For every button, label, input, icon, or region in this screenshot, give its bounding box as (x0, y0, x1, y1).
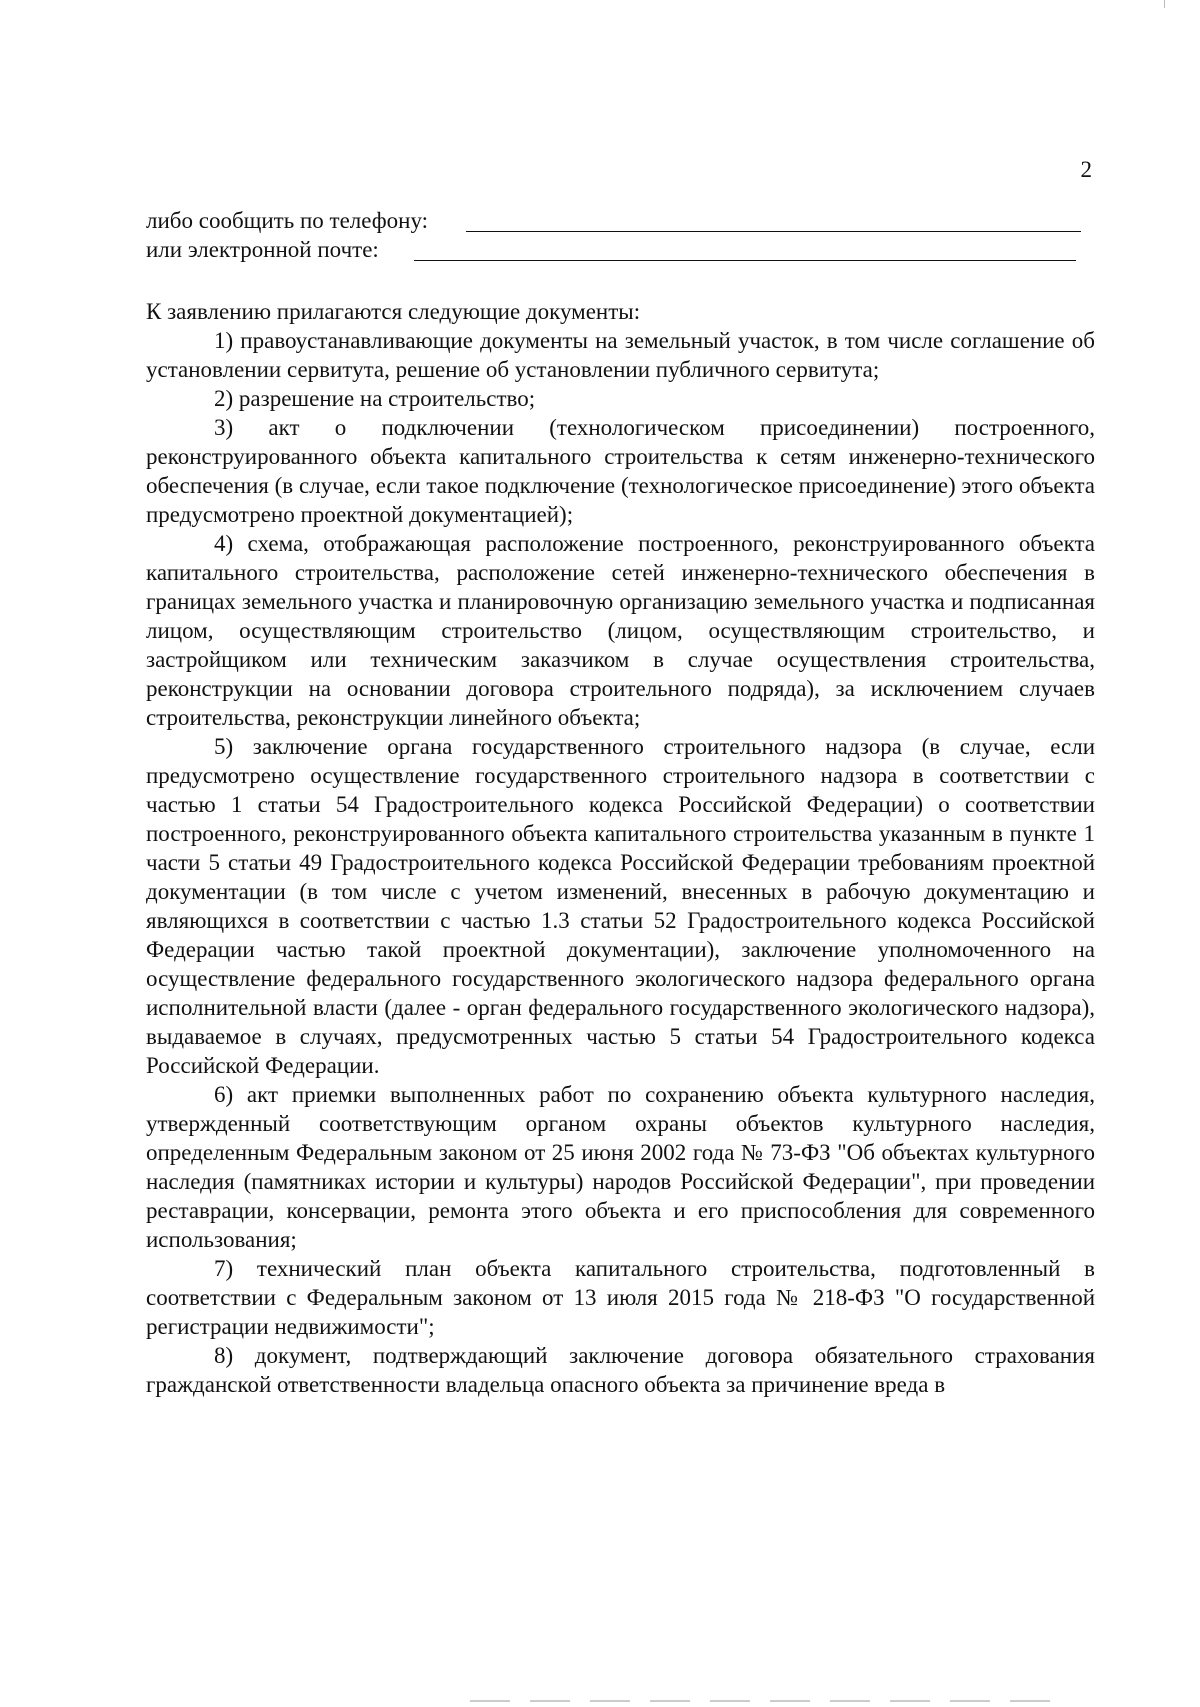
attachment-item-7: 7) технический план объекта капитального строительства, подготовленный в соответствии с Федеральным законом от 13 июля 2015 года № 218-ФЗ "О государственной регистрации недвижимости"; (146, 1256, 1095, 1339)
attachment-item-6: 6) акт приемки выполненных работ по сохранению объекта культурного наследия, утвержденный соответствующим органом охраны объектов культурного наследия, определенным Федеральным законом от 25 июня 2002 года № 73-ФЗ "Об объектах культурного наследия (памятниках истории и культуры) народов Российской Федерации", при проведении реставрации, консервации, ремонта этого объекта и его приспособления для современного использования; (146, 1082, 1095, 1252)
phone-label: либо сообщить по телефону: (146, 208, 429, 233)
phone-blank-line (466, 230, 1081, 232)
page-number: 2 (1080, 157, 1092, 182)
attachment-item-2: 2) разрешение на строительство; (214, 386, 536, 411)
attachments-intro: К заявлению прилагаются следующие документы: (146, 299, 641, 324)
attachment-item-1: 1) правоустанавливающие документы на земельный участок, в том числе соглашение об установлении сервитута, решение об установлении публичного сервитута; (146, 328, 1095, 382)
email-label: или электронной почте: (146, 237, 379, 262)
attachment-item-3: 3) акт о подключении (технологическом присоединении) построенного, реконструированного объекта капитального строительства к сетям инженерно-технического обеспечения (в случае, если такое подключение (технологическое присоединение) этого объекта предусмотрено проектной документацией); (146, 415, 1095, 527)
attachment-item-4: 4) схема, отображающая расположение построенного, реконструированного объекта капитального строительства, расположение сетей инженерно-технического обеспечения в границах земельного участка и планировочную организацию земельного участка и подписанная лицом, осуществляющим строительство (лицом, осуществляющим строительство, и застройщиком или техническим заказчиком в случае осуществления строительства, реконструкции на основании договора строительного подряда), за исключением случаев строительства, реконструкции линейного объекта; (146, 531, 1095, 730)
attachments-section (146, 297, 1095, 1399)
phone-contact-line (146, 206, 1081, 236)
email-blank-line (414, 259, 1076, 261)
scan-artifact-edge (1164, 0, 1165, 8)
attachment-item-5: 5) заключение органа государственного строительного надзора (в случае, если предусмотрено осуществление государственного строительного надзора в соответствии с частью 1 статьи 54 Градостроительного кодекса Российской Федерации) о соответствии построенного, реконструированного объекта капитального строительства указанным в пункте 1 части 5 статьи 49 Градостроительного кодекса Российской Федерации требованиям проектной документации (в том числе с учетом изменений, внесенных в рабочую документацию и являющихся в соответствии с частью 1.3 статьи 52 Градостроительного кодекса Российской Федерации частью такой проектной документации), заключение уполномоченного на осуществление федерального государственного экологического надзора федерального органа исполнительной власти (далее - орган федерального государственного экологического надзора), выдаваемое в случаях, предусмотренных частью 5 статьи 54 Градостроительного кодекса Российской Федерации. (146, 734, 1095, 1078)
email-contact-line (146, 235, 1081, 265)
attachment-item-8: 8) документ, подтверждающий заключение договора обязательного страхования гражданской ответственности владельца опасного объекта за причинение вреда в (146, 1343, 1095, 1397)
scan-artifact-bottom (470, 1700, 1070, 1702)
